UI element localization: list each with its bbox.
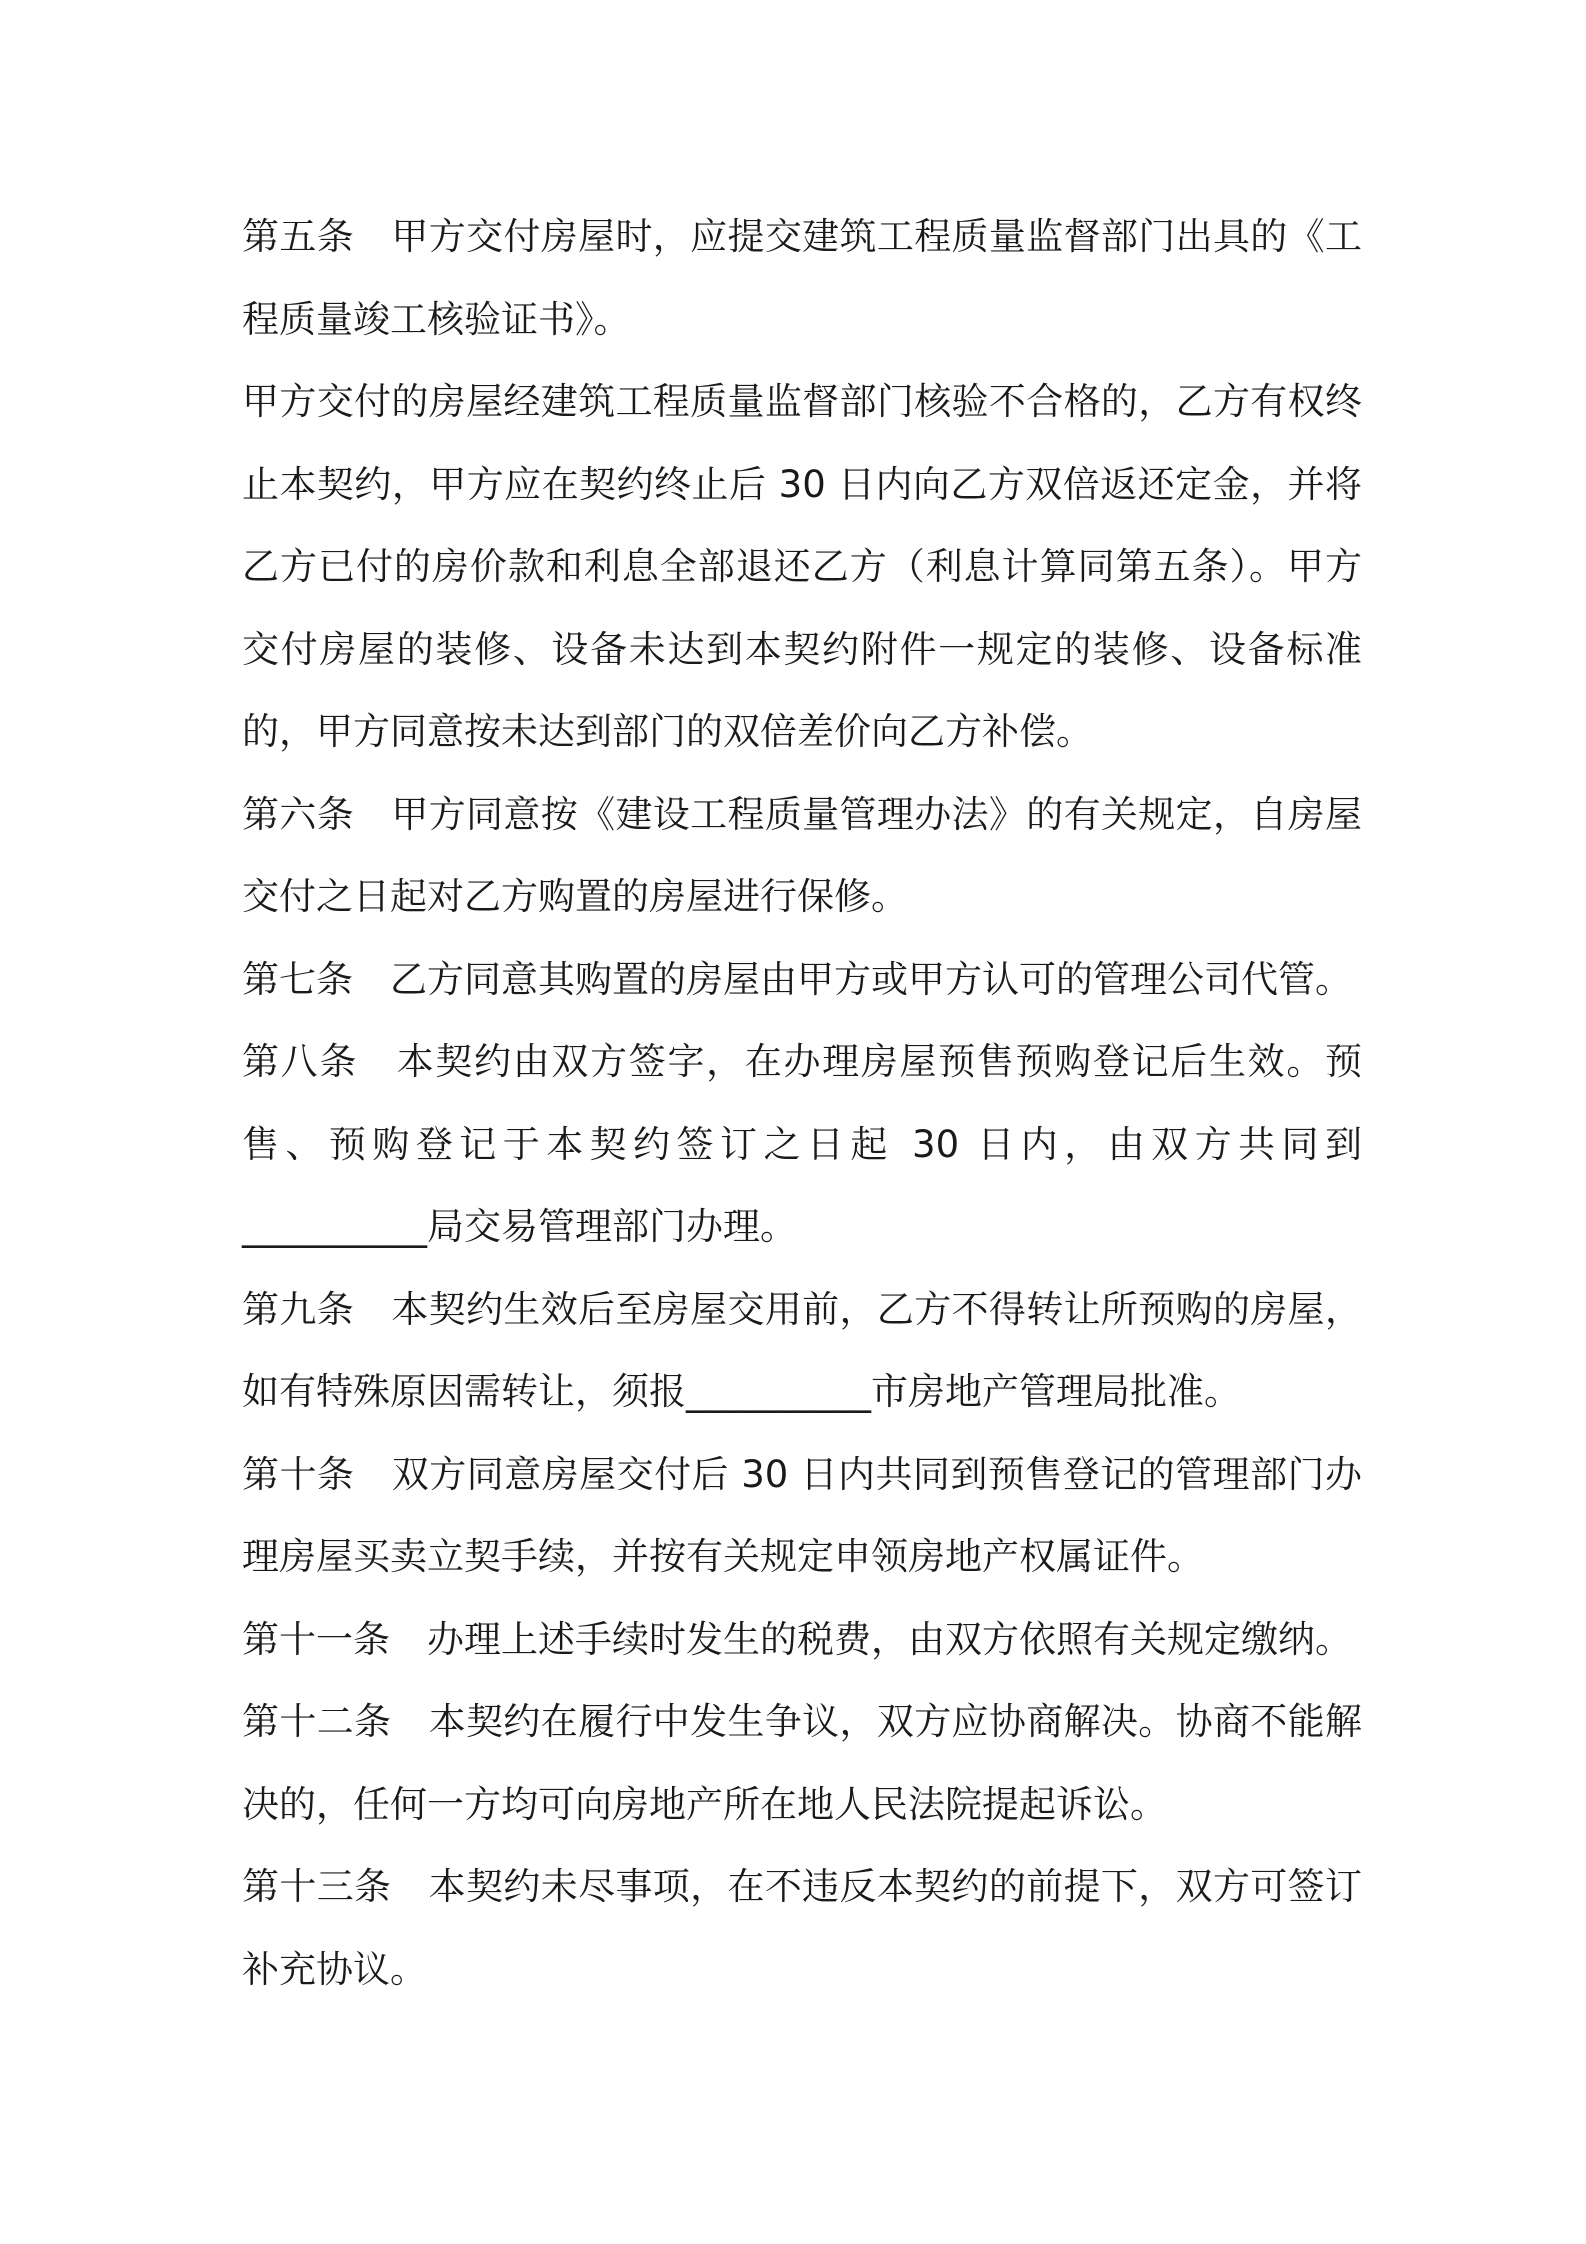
clause-6: 第六条 甲方同意按《建设工程质量管理办法》的有关规定，自房屋交付之日起对乙方购置的房屋进行保修。 <box>242 792 1362 918</box>
clause-9: 第九条 本契约生效后至房屋交用前，乙方不得转让所预购的房屋，如有特殊原因需转让，须报__________市房地产管理局批准。 <box>242 1287 1362 1413</box>
clause-12: 第十二条 本契约在履行中发生争议，双方应协商解决。协商不能解决的，任何一方均可向房地产所在地人民法院提起诉讼。 <box>242 1700 1362 1826</box>
clause-5: 第五条 甲方交付房屋时，应提交建筑工程质量监督部门出具的《工程质量竣工核验证书》。 <box>242 215 1362 341</box>
clause-8: 第八条 本契约由双方签字，在办理房屋预售预购登记后生效。预售、预购登记于本契约签订之日起 30 日内，由双方共同到__________局交易管理部门办理。 <box>242 1040 1362 1248</box>
clause-13: 第十三条 本契约未尽事项，在不违反本契约的前提下，双方可签订补充协议。 <box>242 1865 1362 1991</box>
clause-10: 第十条 双方同意房屋交付后 30 日内共同到预售登记的管理部门办理房屋买卖立契手续，并按有关规定申领房地产权属证件。 <box>242 1452 1362 1578</box>
clause-11: 第十一条 办理上述手续时发生的税费，由双方依照有关规定缴纳。 <box>242 1617 1352 1661</box>
clause-5-continuation: 甲方交付的房屋经建筑工程质量监督部门核验不合格的，乙方有权终止本契约，甲方应在契约终止后 30 日内向乙方双倍返还定金，并将乙方已付的房价款和利息全部退还乙方（利息计算同第五条）。甲方交付房屋的装修、设备未达到本契约附件一规定的装修、设备标准的，甲方同意按未达到部门的双倍差价向乙方补偿。 <box>242 380 1362 753</box>
clause-7: 第七条 乙方同意其购置的房屋由甲方或甲方认可的管理公司代管。 <box>242 957 1352 1001</box>
document-body <box>242 196 1362 2011</box>
